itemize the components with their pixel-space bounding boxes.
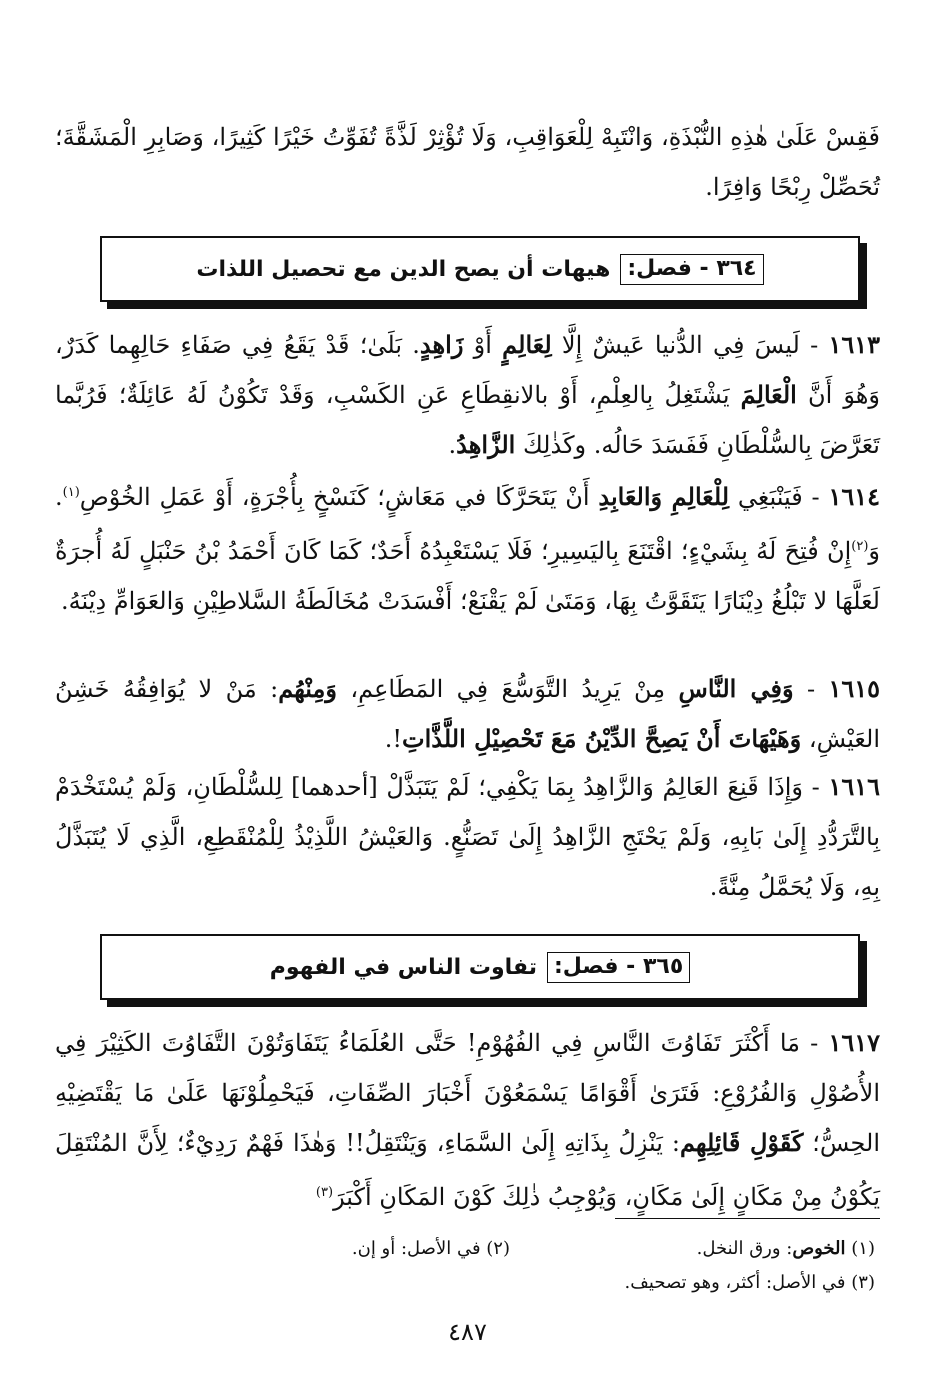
bold-term: لِلْعَالِمِ وَالعَابِدِ [598,482,730,511]
section-title: تفاوت الناس في الفهوم [269,954,537,980]
page-number: ٤٨٧ [448,1318,487,1346]
paragraph-1613: ١٦١٣ - لَيسَ فِي الدُّنيا عَيشٌ إِلَّا لِعَالِمٍ أَوْ زَاهِدٍ. بَلَىٰ؛ قَدْ يَقَعُ فِي صَفَاءِ حَالِهِما كَدَرٌ، وَهُوَ أَنَّ الْعَالِمَ يَشْتَغِلُ بِالعِلْمِ، أَوْ بالانقِطَاعِ عَنِ الكَسْبِ، وَقَدْ تَكُوْنُ لَهُ عَائِلَةٌ؛ فَرُبَّما تَعَرَّضَ بِالسُّلْطَانِ فَفَسَدَ حَالُه. وكَذٰلِكَ الزَّاهِدُ. [55,330,880,459]
paragraph-number: ١٦١٤ [828,482,880,511]
bold-term: زَاهِدٍ [419,330,464,359]
paragraph-1615: ١٦١٥ - وَفِي النَّاسِ مِنْ يَرِيدُ التَّوَسُّعَ فِي المَطَاعِمِ، وَمِنْهُم: مَنْ لا يُوَافِقُهُ خَشِنُ العَيْشِ، وَهَيْهَاتَ أَنْ يَصِحَّ الدِّيْنُ مَعَ تَحْصِيْلِ اللَّذَّاتِ!. [55,674,881,753]
intro-paragraph [55,112,880,212]
section-heading-365 [100,934,860,1000]
footnote-marker[interactable]: (٣) [315,1185,334,1200]
section-heading-364 [100,236,860,302]
intro-text: فَقِسْ عَلَىٰ هٰذِهِ النُّبْذَةِ، وَانْتَبِهْ لِلْعَوَاقِبِ، وَلَا تُؤْثِرْ لَذَّةً تُفَوِّتُ خَيْرًا كَثِيرًا، وَصَابِرِ الْمَشَقَّةَ؛ تُحَصِّلْ رِبْحًا وَافِرًا. [55,123,880,201]
paragraph-1617: ١٦١٧ - مَا أَكْثَرَ تَفَاوُتَ النَّاسِ فِي الفُهُوْمِ! حَتَّى العُلَمَاءُ يَتَفَاوَتُوْنَ التَّفَاوُتَ الكَثِيْرَ فِي الأُصُوْلِ وَالفُرُوْعِ: فَتَرَىٰ أَقْوَامًا يَسْمَعُوْنَ أَخْبَارَ الصِّفَاتِ، فَيَحْمِلُوْنَهَا عَلَىٰ مَا يَقْتَضِيْهِ الحِسُّ؛ كَقَوْلِ قَائِلِهِم: يَنْزِلُ بِذَاتِهِ إِلَىٰ السَّمَاءِ، وَيَنْتَقِلُ!! وَهٰذَا فَهْمٌ رَدِيْءٌ؛ لِأَنَّ المُنْتَقِلَ يَكُوْنُ مِنْ مَكَانٍ إِلَىٰ مَكَانٍ، وَيُوْجِبُ ذٰلِكَ كَوْنَ المَكَانِ أَكْبَرَ$^{(٣)}$ [55,1028,881,1211]
bold-term: كَقَوْلِ قَائِلِهِم [679,1128,804,1157]
bold-term: وَفِي النَّاسِ [678,674,794,703]
bold-term: وَهَيْهَاتَ أَنْ يَصِحَّ الدِّيْنُ مَعَ تَحْصِيْلِ اللَّذَّاتِ [402,724,802,753]
paragraph-number: ١٦١٧ [828,1028,880,1057]
footnote-marker[interactable]: (٢) [851,539,869,554]
bold-term: وَمِنْهُم [278,674,337,703]
footnote-separator [615,1218,880,1219]
footnote-2: (٢) في الأصل: أو إن. [351,1238,510,1259]
paragraph-1614: ١٦١٤ - فَيَنْبَغِي لِلْعَالِمِ وَالعَابِدِ أَنْ يَتَحَرَّكَا في مَعَاشٍ؛ كَنَسْخٍ بِأُجْرَةٍ، أَوْ عَمَلِ الخُوْصِ$^{(١)}$. وَ$^{(٢)}$إِنْ فُتِحَ لَهُ بِشَيْءٍ؛ اقْتَنَعَ بِاليَسِيرِ؛ فَلَا يَسْتَعْبِدُهُ أَحَدٌ؛ كَمَا كَانَ أَحْمَدُ بْنُ حَنْبَلٍ لَهُ أُجرَةٌ لَعَلَّهَا لا تَبْلُغُ دِيْنَارًا يَتَقَوَّتُ بِهَا، وَمَتَىٰ لَمْ يَقْنَعْ؛ أَفْسَدَتْ مُخَالَطَةُ السَّلاطِيْنِ وَالعَوَامِّ دِيْنَهُ. [55,482,880,615]
paragraph-number: ١٦١٥ [828,674,881,703]
section-title: هيهات أن يصح الدين مع تحصيل اللذات [196,256,611,282]
section-label: ٣٦٥ - فصل: [547,952,690,983]
footnote-1: (١) الخوص: ورق النخل. [696,1238,875,1259]
footnote-term: الخوص [792,1238,846,1259]
bold-term: الْعَالِمَ [740,380,797,409]
paragraph-number: ١٦١٣ [828,330,880,359]
footnote-3: (٣) في الأصل: أكثر، وهو تصحيف. [624,1272,875,1293]
paragraph-1616: ١٦١٦ - وَإِذَا قَنِعَ العَالِمُ وَالزَّاهِدُ بِمَا يَكْفِي؛ لَمْ يَتَبَذَّلْ [أحدهما] لِلسُّلْطَانِ، وَلَمْ يُسْتَخْدَمْ بِالتَّرَدُّدِ إِلَىٰ بَابِهِ، وَلَمْ يَحْتَجِ الزَّاهِدُ إِلَىٰ تَصَنُّعٍ. وَالعَيْشُ اللَّذِيْذُ لِلْمُنْقَطِعِ، الَّذِي لَا يُتَبَذَّلُ بِهِ، وَلَا يُحَمَّلُ مِنَّةً. [55,772,881,901]
paragraph-number: ١٦١٦ [828,772,881,801]
footnote-marker[interactable]: (١) [62,485,80,500]
section-label: ٣٦٤ - فصل: [620,254,763,285]
book-page [55,0,880,1387]
bold-term: لِعَالِمٍ [502,330,552,359]
bold-term: الزَّاهِدُ [456,430,516,459]
